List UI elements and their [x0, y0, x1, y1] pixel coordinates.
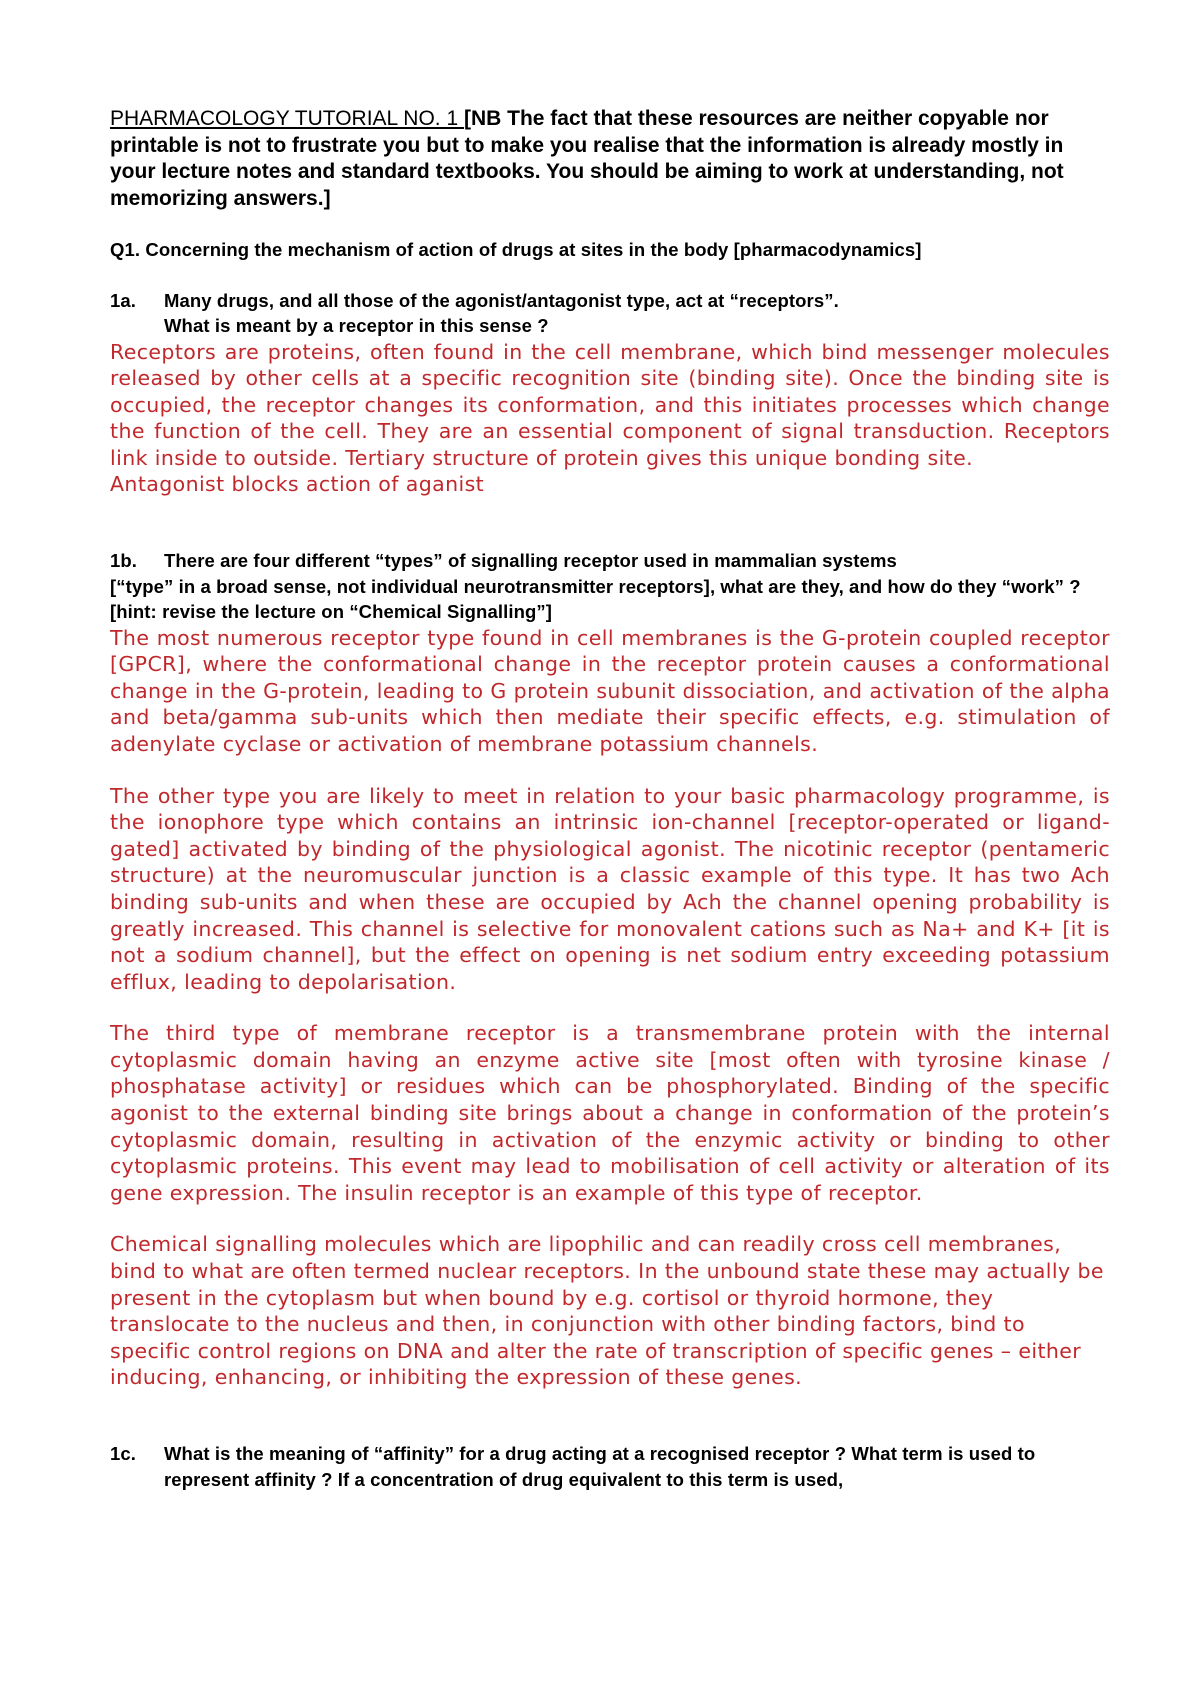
- spacer: [110, 498, 1110, 548]
- q1a-line2: What is meant by a receptor in this sense ?: [164, 315, 549, 336]
- q1b-answer-ionophore: The other type you are likely to meet in relation to your basic pharmacology programme, is the ionophore type which contains an intrinsic ion-channel [receptor-operated or ligand-gated] activated by binding of the physiological agonist. The nicotinic receptor (pentameric structure) at the neuromuscular junction is a classic example of this type. It has two Ach binding sub-units and when these are occupied by Ach the channel opening probability is greatly increased. This channel is selective for monovalent cations such as Na+ and K+ [it is not a sodium channel], but the effect on opening is net sodium entry exceeding potassium efflux, leading to depolarisation.: [110, 783, 1110, 994]
- q1a-answer: Receptors are proteins, often found in the cell membrane, which bind messenger molecules released by other cells at a specific recognition site (binding site). Once the binding site is occupied, the receptor changes its conformation, and this initiates processes which change the function of the cell. They are an essential component of signal transduction. Receptors link inside to outside. Tertiary structure of protein gives this unique bonding site.: [110, 339, 1110, 470]
- intro-note: [NB The fact that these resources are neither copyable nor printable is not to frustrate you but to make you realise that the information is already mostly in your lecture notes and standard textbooks. You should be aiming to work at understanding, not memorizing answers.]: [110, 107, 1064, 210]
- spacer: [110, 1391, 1110, 1441]
- q1b-question-rest: [“type” in a broad sense, not individual neurotransmitter receptors], what are they, and how do they “work” ? [hint: revise the lecture on “Chemical Signalling”]: [110, 575, 1081, 623]
- q1a-line1: Many drugs, and all those of the agonist/antagonist type, act at “receptors”.: [164, 289, 839, 311]
- q1a-answer-last: Antagonist blocks action of aganist: [110, 472, 485, 497]
- q1a-number: 1a.: [110, 289, 137, 311]
- q1-heading: Q1. Concerning the mechanism of action of drugs at sites in the body [pharmacodynamics]: [110, 239, 922, 260]
- q1b-answer-nuclear: Chemical signalling molecules which are lipophilic and can readily cross cell membranes, bind to what are often termed nuclear receptors. In the unbound state these may actually be present in the cytoplasm but when bound by e.g. cortisol or thyroid hormone, they translocate to the nucleus and then, in conjunction with other binding factors, bind to specific control regions on DNA and alter the rate of transcription of specific genes – either inducing, enhancing, or inhibiting the expression of these genes.: [110, 1232, 1104, 1390]
- q1b-answer-gpcr: The most numerous receptor type found in cell membranes is the G-protein coupled receptor [GPCR], where the conformational change in the receptor protein causes a conformational change in the G-protein, leading to G protein subunit dissociation, and activation of the alpha and beta/gamma sub-units which then mediate their specific effects, e.g. stimulation of adenylate cyclase or activation of membrane potassium channels.: [110, 625, 1110, 756]
- q1a-question: [110, 288, 1110, 339]
- intro-paragraph: [110, 106, 1110, 212]
- q1c-text: What is the meaning of “affinity” for a drug acting at a recognised receptor ? What term is used to represent affinity ? If a concentration of drug equivalent to this term is used,: [164, 1443, 1036, 1490]
- spacer: [110, 995, 1110, 1020]
- spacer: [110, 1206, 1110, 1231]
- tutorial-title: PHARMACOLOGY TUTORIAL NO. 1: [110, 107, 464, 130]
- q1c-question: [110, 1441, 1110, 1492]
- q1b-answer-enzyme-linked: The third type of membrane receptor is a transmembrane protein with the internal cytoplasmic domain having an enzyme active site [most often with tyrosine kinase / phosphatase activity] or residues which can be phosphorylated. Binding of the specific agonist to the external binding site brings about a change in conformation of the protein’s cytoplasmic domain, resulting in activation of the enzymic activity or binding to other cytoplasmic proteins. This event may lead to mobilisation of cell activity or alteration of its gene expression. The insulin receptor is an example of this type of receptor.: [110, 1021, 1110, 1205]
- q1b-line1: There are four different “types” of signalling receptor used in mammalian systems: [164, 550, 897, 572]
- spacer: [110, 263, 1110, 288]
- q1b-question-first: [110, 548, 1110, 574]
- q1b-number: 1b.: [110, 550, 138, 572]
- spacer: [110, 758, 1110, 783]
- q1c-number: 1c.: [110, 1443, 137, 1464]
